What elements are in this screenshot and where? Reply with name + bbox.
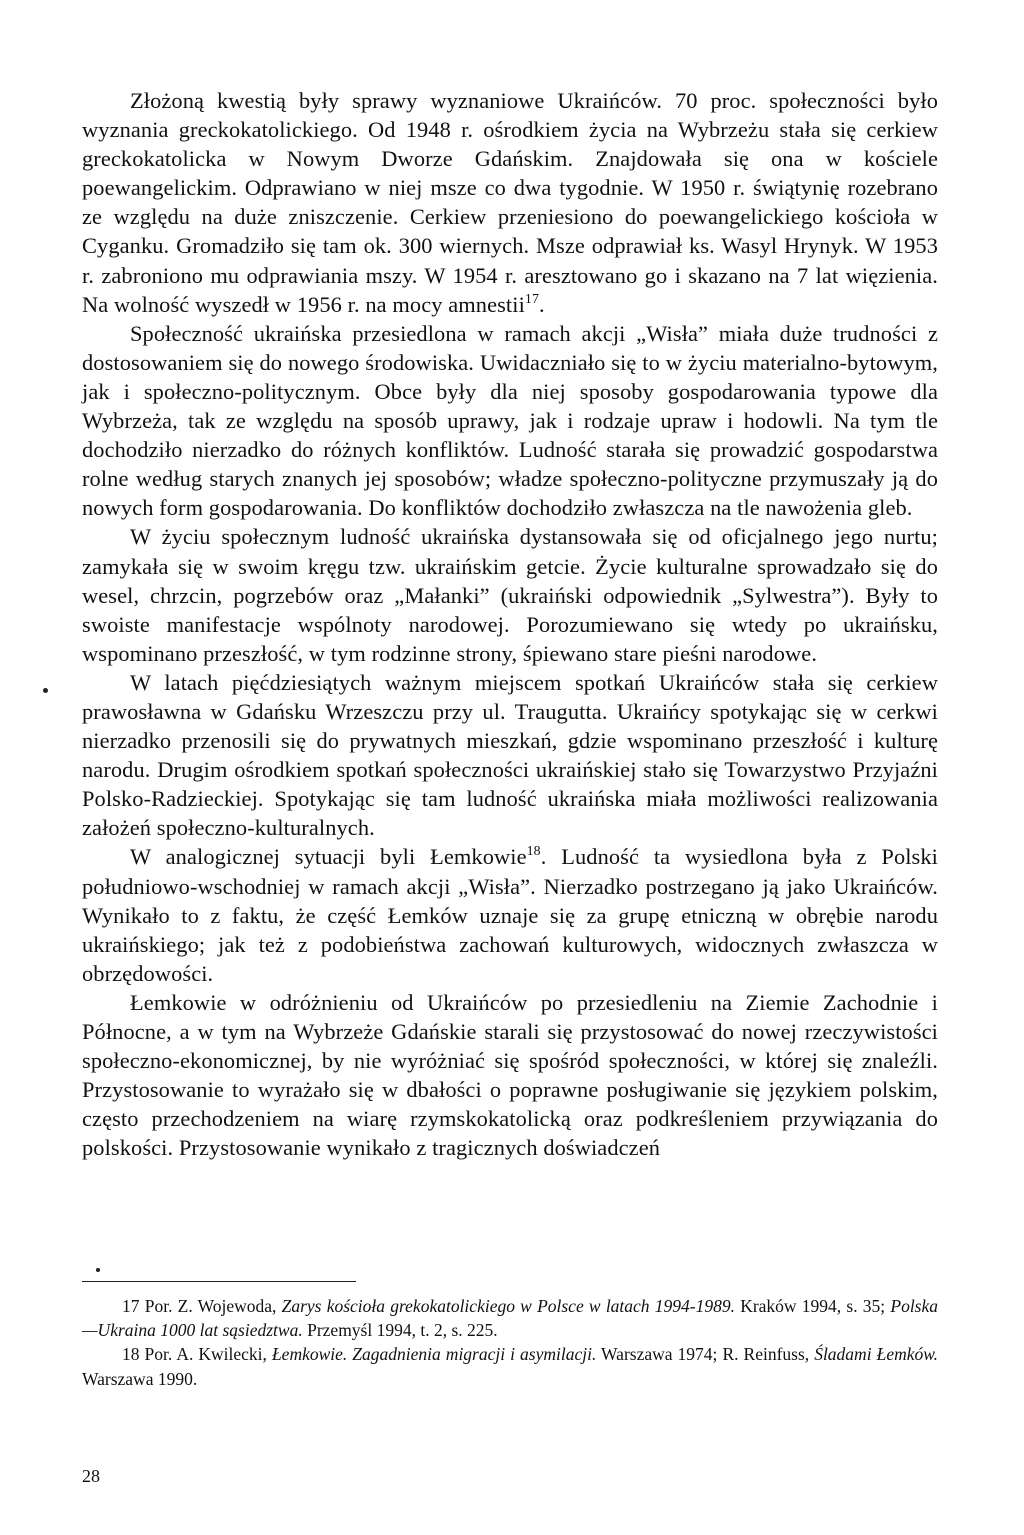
footnotes <box>82 1294 938 1391</box>
page-number: 28 <box>82 1466 100 1486</box>
scan-speck <box>43 688 48 693</box>
footnote-ref: 18 <box>526 844 541 860</box>
scan-speck <box>96 1268 100 1272</box>
footnote-number: 17 <box>122 1296 140 1316</box>
footnote-divider <box>82 1281 356 1282</box>
footnote: 18 Por. A. Kwilecki, Łemkowie. Zagadnienia migracji i asymilacji. Warszawa 1974; R. Reinfuss, Śladami Łemków. Warszawa 1990. <box>82 1344 938 1389</box>
footnote: 17 Por. Z. Wojewoda, Zarys kościoła grekokatolickiego w Polsce w latach 1994-1989. Kraków 1994, s. 35; Polska—Ukraina 1000 lat sąsiedztwa. Przemyśl 1994, t. 2, s. 225. <box>82 1296 939 1341</box>
paragraph: W analogicznej sytuacji byli Łemkowie$^{18}$. Ludność ta wysiedlona była z Polski południowo-wschodniej w ramach akcji „Wisła”. Nierzadko postrzegano ją jako Ukraińców. Wynikało to z faktu, że część Łemków uznaje się za grupę etniczną w obrębie narodu ukraińskiego; jak też z podobieństwa zachowań kulturowych, widocznych zwłaszcza w obrzędowości. <box>82 844 938 986</box>
paragraph: W latach pięćdziesiątych ważnym miejscem spotkań Ukraińców stała się cerkiew prawosławna w Gdańsku Wrzeszczu przy ul. Traugutta. Ukraińcy spotykając się w cerkwi nierzadko przenosili się do prywatnych mieszkań, gdzie wspominano przeszłość i kulturę narodu. Drugim ośrodkiem spotkań społeczności ukraińskiej stało się Towarzystwo Przyjaźni Polsko-Radzieckiej. Spotykając się tam ludność ukraińska miała możliwości realizowania założeń społeczno-kulturalnych. <box>82 669 938 841</box>
paragraph: Złożoną kwestią były sprawy wyznaniowe Ukraińców. 70 proc. społeczności było wyznania greckokatolickiego. Od 1948 r. ośrodkiem życia na Wybrzeżu stała się cerkiew greckokatolicka w Nowym Dworze Gdańskim. Znajdowała się ona w kościele poewangelickim. Odprawiano w niej msze co dwa tygodnie. W 1950 r. świątynię rozebrano ze względu na duże zniszczenie. Cerkiew przeniesiono do poewangelickiego kościoła w Cyganku. Gromadziło się tam ok. 300 wiernych. Msze odprawiał ks. Wasyl Hrynyk. W 1953 r. zabroniono mu odprawiania mszy. W 1954 r. aresztowano go i skazano na 7 lat więzienia. Na wolność wyszedł w 1956 r. na mocy amnestii$^{17}$. <box>82 88 938 317</box>
body-text <box>82 86 938 1162</box>
footnote-number: 18 <box>122 1344 140 1365</box>
footnote-ref: 17 <box>524 291 539 307</box>
paragraph: W życiu społecznym ludność ukraińska dystansowała się od oficjalnego jego nurtu; zamykała się w swoim kręgu tzw. ukraińskim getcie. Życie kulturalne sprowadzało się do wesel, chrzcin, pogrzebów oraz „Małanki” (ukraiński odpowiednik „Sylwestra”). Były to swoiste manifestacje wspólnoty narodowej. Porozumiewano się wtedy po ukraińsku, wspominano przeszłość, w tym rodzinne strony, śpiewano stare pieśni narodowe. <box>82 524 938 666</box>
paragraph: Łemkowie w odróżnieniu od Ukraińców po przesiedleniu na Ziemie Zachodnie i Północne, a w tym na Wybrzeże Gdańskie starali się przystosować do nowej rzeczywistości społeczno-ekonomicznej, by nie wyróżniać się spośród społeczności, w której się znaleźli. Przystosowanie to wyrażało się w dbałości o poprawne posługiwanie się językiem polskim, często przechodzeniem na wiarę rzymskokatolicką oraz podkreśleniem przywiązania do polskości. Przystosowanie wynikało z tragicznych doświadczeń <box>82 989 938 1161</box>
paragraph: Społeczność ukraińska przesiedlona w ramach akcji „Wisła” miała duże trudności z dostosowaniem się do nowego środowiska. Uwidaczniało się to w życiu materialno-bytowym, jak i społeczno-politycznym. Obce były dla niej sposoby gospodarowania typowe dla Wybrzeża, tak ze względu na sposób uprawy, jak i rodzaje upraw i hodowli. Na tym tle dochodziło nierzadko do różnych konfliktów. Ludność starała się prowadzić gospodarstwa rolne według starych znanych jej sposobów; władze społeczno-polityczne przymuszały ją do nowych form gospodarowania. Do konfliktów dochodziło zwłaszcza na tle nawożenia gleb. <box>82 320 938 521</box>
